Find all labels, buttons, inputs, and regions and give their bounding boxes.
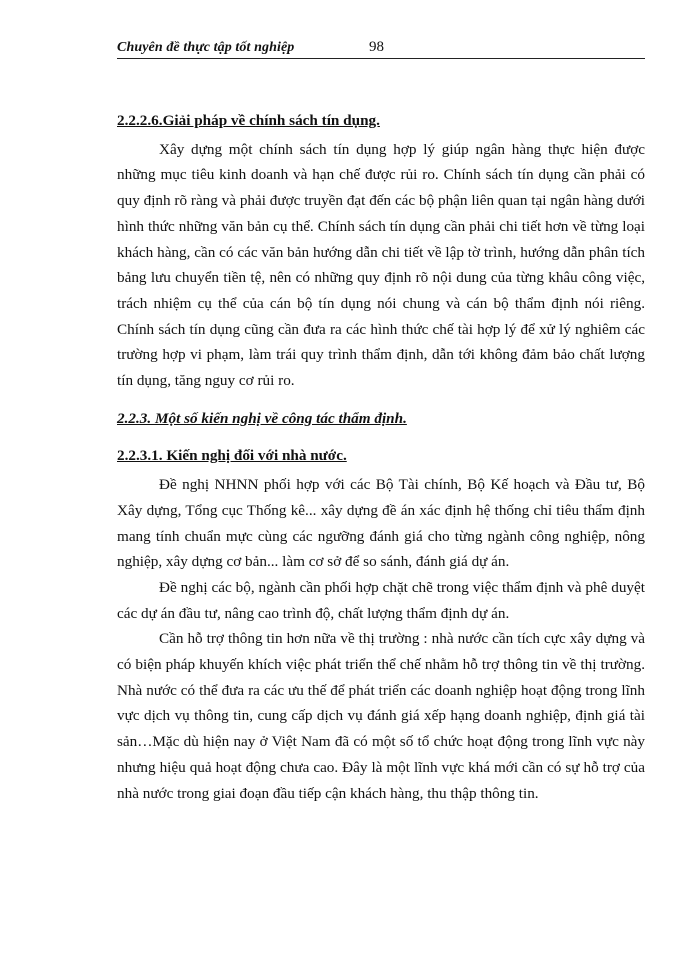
header-title: Chuyên đề thực tập tốt nghiệp xyxy=(117,40,295,55)
paragraph-sbv-coordination: Đề nghị NHNN phối hợp với các Bộ Tài chính, Bộ Kế hoạch và Đầu tư, Bộ Xây dựng, Tổng cục Thống kê... xây dựng đề án xác định hệ thống chỉ tiêu thẩm định mang tính chuẩn mực cùng các ngưỡng đánh giá cho từng ngành công nghiệp, nông nghiệp, xây dựng cơ bản... làm cơ sở để so sánh, đánh giá dự án. xyxy=(117,476,645,571)
heading-credit-policy: 2.2.2.6.Giải pháp về chính sách tín dụng. xyxy=(117,112,380,129)
heading-appraisal-recommendations: 2.2.3. Một số kiến nghị về công tác thẩm định. xyxy=(117,409,407,427)
paragraph-credit-policy: Xây dựng một chính sách tín dụng hợp lý giúp ngân hàng thực hiện được những mục tiêu kinh doanh và hạn chế được rủi ro. Chính sách tín dụng cần phải có quy định rõ ràng và phải được truyền đạt đến các bộ phận liên quan tại ngân hàng dưới hình thức những văn bản cụ thể. Chính sách tín dụng cần phải chi tiết hơn về từng loại khách hàng, cần có các văn bản hướng dẫn chi tiết về lập tờ trình, hướng dẫn phân tích bảng lưu chuyển tiền tệ, nên có những quy định rõ nội dung của từng khâu công việc, trách nhiệm cụ thể của cán bộ tín dụng nói chung và cán bộ thẩm định nói riêng. Chính sách tín dụng cũng cần đưa ra các hình thức chế tài hợp lý để xử lý nghiêm các trường hợp vi phạm, làm trái quy trình thẩm định, dẫn tới không đảm bảo chất lượng tín dụng, tăng nguy cơ rủi ro. xyxy=(117,140,645,390)
document-body xyxy=(117,108,645,806)
heading-state-recommendations: 2.2.3.1. Kiến nghị đối với nhà nước. xyxy=(117,447,347,465)
page-header xyxy=(117,40,645,60)
header-rule xyxy=(117,58,645,59)
page-number: 98 xyxy=(369,39,384,55)
paragraph-ministries-coordination: Đề nghị các bộ, ngành cần phối hợp chặt chẽ trong việc thẩm định và phê duyệt các dự án đầu tư, nâng cao trình độ, chất lượng thẩm định dự án. xyxy=(117,578,645,622)
paragraph-market-information: Cần hỗ trợ thông tin hơn nữa về thị trường : nhà nước cần tích cực xây dựng và có biện pháp khuyến khích việc phát triển thể chế nhằm hỗ trợ thông tin về thị trường. Nhà nước có thể đưa ra các ưu thế để phát triển các doanh nghiệp hoạt động trong lĩnh vực dịch vụ thông tin, cung cấp dịch vụ đánh giá xếp hạng doanh nghiệp, định giá tài sản…Mặc dù hiện nay ở Việt Nam đã có một số tổ chức hoạt động trong lĩnh vực này nhưng hiệu quả hoạt động chưa cao. Đây là một lĩnh vực khá mới cần có sự hỗ trợ của nhà nước trong giai đoạn đầu tiếp cận khách hàng, thu thập thông tin. xyxy=(117,630,645,802)
